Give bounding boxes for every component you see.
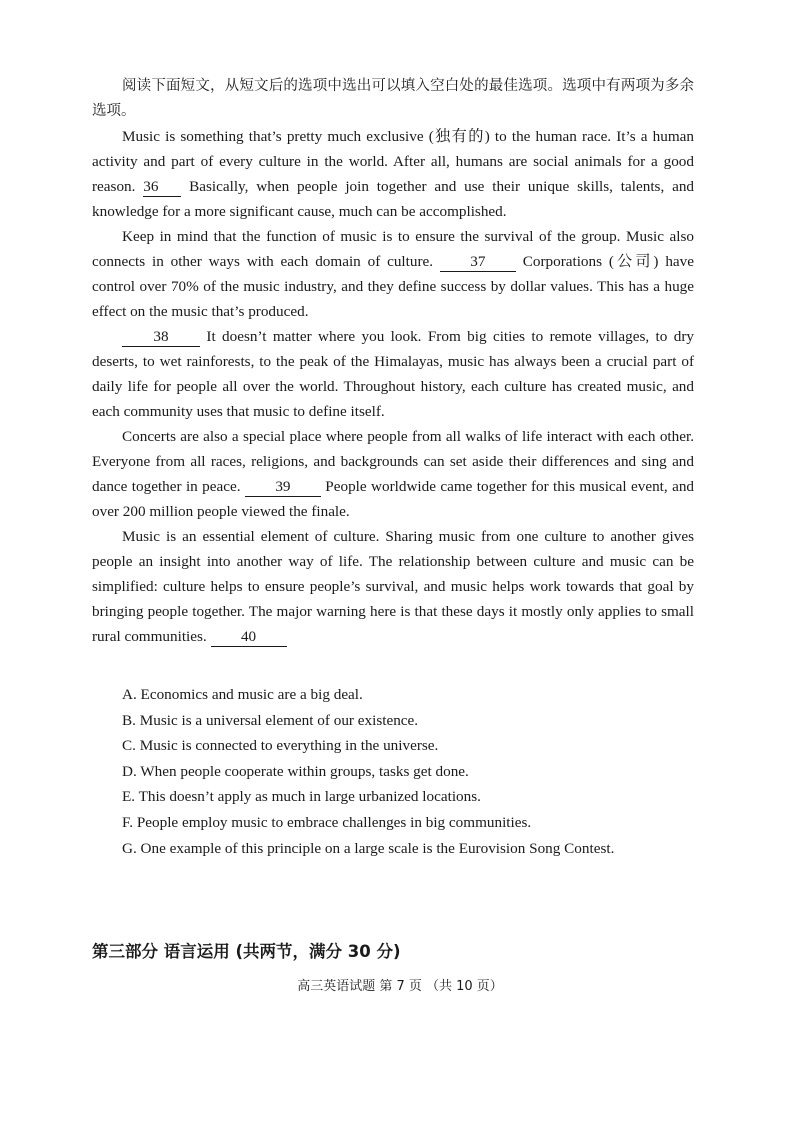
instructions: 阅读下面短文，从短文后的选项中选出可以填入空白处的最佳选项。选项中有两项为多余选项。 — [92, 78, 694, 119]
blank-37: 37 — [440, 253, 516, 272]
paragraph-1-text-a: Music is something that’s pretty much exclusive (独有的) to the human race. It’s a human activity and part of every culture in the world. After all, humans are social animals for a good reason. — [92, 128, 694, 195]
option-b: B. Music is a universal element of our existence. — [122, 711, 419, 729]
paragraph-1 — [92, 124, 694, 224]
paragraph-2-text-b: Corporations (公司) have control over 70% of the music industry, and they define success by dollar values. This has a huge effect on the music that’s produced. — [92, 253, 694, 320]
blank-40: 40 — [211, 628, 287, 647]
paragraph-5 — [92, 524, 694, 649]
option-d: D. When people cooperate within groups, tasks get done. — [122, 762, 469, 780]
blank-38: 38 — [122, 328, 200, 347]
paragraph-3 — [92, 324, 694, 424]
option-a: A. Economics and music are a big deal. — [122, 686, 363, 703]
paragraph-4-text-b: People worldwide came together for this musical event, and over 200 million people viewed the finale. — [92, 478, 695, 520]
option-e: E. This doesn’t apply as much in large urbanized locations. — [122, 788, 481, 806]
paragraph-4-text-a: Concerts are also a special place where people from all walks of life interact with each other. Everyone from all races, religions, and backgrounds can set aside their differences and sing and dance together in peace. — [92, 428, 694, 495]
paragraph-2 — [92, 224, 694, 324]
blank-39: 39 — [245, 478, 321, 497]
option-f: F. People employ music to embrace challenges in big communities. — [122, 813, 532, 831]
passage — [92, 74, 694, 649]
paragraph-5-text-a: Music is an essential element of culture. Sharing music from one culture to another gives people an insight into another way of life. The relationship between culture and music can be simplified: culture helps to ensure people’s survival, and music helps work towards that goal by bringing people together. The major warning here is that these days it mostly only applies to small rural communities. — [92, 528, 694, 645]
paragraph-3-text-b: It doesn’t matter where you look. From big cities to remote villages, to dry deserts, to wet rainforests, to the peak of the Himalayas, music has always been a crucial part of daily life for people all over the world. Throughout history, each culture has created music, and each community uses that music to define itself. — [92, 328, 694, 420]
paragraph-2-text-a: Keep in mind that the function of music is to ensure the survival of the group. Music also connects in other ways with each domain of culture. — [92, 228, 694, 270]
blank-36: 36 — [143, 178, 181, 197]
answer-options — [122, 682, 682, 861]
paragraph-1-text-b: Basically, when people join together and use their unique skills, talents, and knowledge for a more significant cause, much can be accomplished. — [92, 178, 695, 220]
option-c: C. Music is connected to everything in the universe. — [122, 737, 439, 755]
section-title: 第三部分 语言运用 (共两节，满分 30 分) — [92, 942, 401, 961]
option-g: G. One example of this principle on a large scale is the Eurovision Song Contest. — [122, 839, 615, 857]
paragraph-4 — [92, 424, 694, 524]
page-footer: 高三英语试题 第 7 页 （共 10 页） — [297, 979, 503, 994]
